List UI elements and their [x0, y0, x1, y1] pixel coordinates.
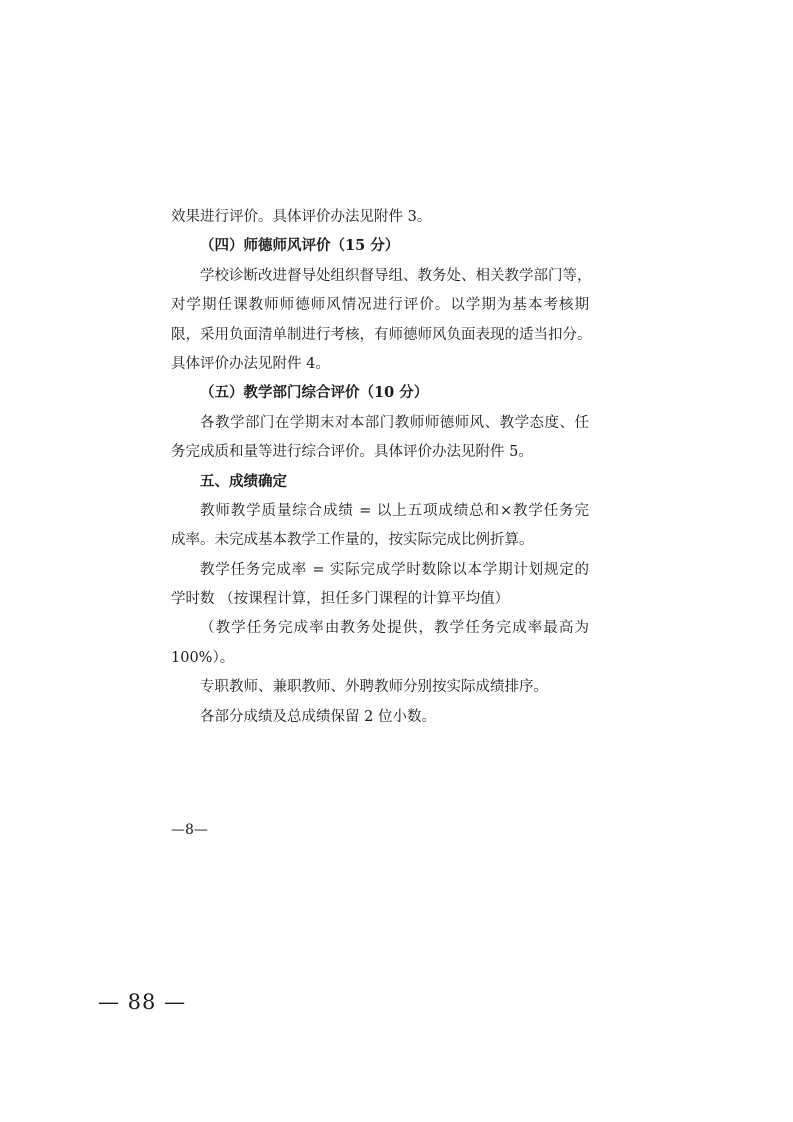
paragraph-line: 务完成质和量等进行综合评价。具体评价办法见附件 5。 — [171, 444, 533, 460]
paragraph-line: 教学任务完成率 = 实际完成学时数除以本学期计划规定的 — [200, 562, 589, 578]
paragraph-line: 各教学部门在学期末对本部门教师师德师风、教学态度、任 — [200, 415, 589, 431]
paragraph-line: 成率。未完成基本教学工作量的，按实际完成比例折算。 — [171, 532, 534, 548]
paragraph-line: 100%）。 — [171, 650, 235, 666]
section-heading-score-determination: 五、成绩确定 — [200, 473, 287, 490]
paragraph-line: 具体评价办法见附件 4。 — [171, 356, 330, 372]
paragraph-line: 学时数 （按课程计算，担任多门课程的计算平均值） — [171, 591, 510, 607]
paragraph-line: 限，采用负面清单制进行考核，有师德师风负面表现的适当扣分。 — [171, 327, 592, 343]
paragraph-line: 教师教学质量综合成绩 = 以上五项成绩总和×教学任务完 — [200, 503, 589, 519]
paragraph-line: （教学任务完成率由教务处提供，教学任务完成率最高为 — [200, 620, 589, 636]
inner-page-number: —8— — [171, 822, 208, 838]
paragraph-line: 学校诊断改进督导处组织督导组、教务处、相关教学部门等， — [200, 268, 592, 284]
section-heading-teacher-ethics: （四）师德师风评价（15 分） — [200, 237, 400, 254]
outer-page-number: — 88 — — [98, 990, 187, 1014]
paragraph-line: 对学期任课教师师德师风情况进行评价。以学期为基本考核期 — [171, 297, 589, 313]
paragraph-line: 效果进行评价。具体评价办法见附件 3。 — [171, 209, 432, 225]
section-heading-department-evaluation: （五）教学部门综合评价（10 分） — [200, 384, 429, 401]
paragraph-line: 各部分成绩及总成绩保留 2 位小数。 — [200, 709, 436, 725]
paragraph-line: 专职教师、兼职教师、外聘教师分别按实际成绩排序。 — [200, 679, 548, 695]
